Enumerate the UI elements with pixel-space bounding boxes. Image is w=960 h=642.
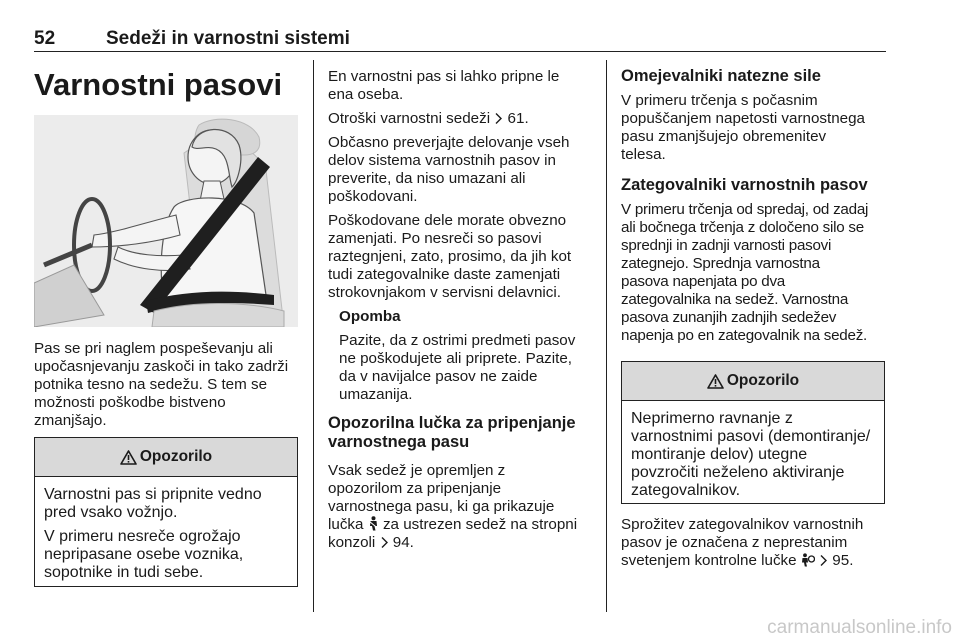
left-column [34,68,302,102]
text-line: upočasnjevanju zaskoči in tako zadrži [34,358,289,375]
left-intro [34,340,302,436]
text-line: Pas se pri naglem pospeševanju ali [34,340,273,357]
text-line: tudi zategovalnike daste zamenjati [328,266,561,283]
text-line: montiranje delov) utegne [631,446,808,463]
text-line: sprednji in zadnji varnosti pasovi [621,237,832,254]
text-line: Neprimerno ravnanje z [631,410,793,427]
page-reference[interactable]: 95. [832,552,854,569]
airbag-pretensioner-icon [801,553,815,567]
note-title: Opomba [339,308,401,325]
text-line: V primeru trčenja s počasnim [621,92,818,109]
warning-body [35,477,297,592]
subheading-pretensioners: Zategovalniki varnostnih pasov [621,176,868,194]
text-line: telesa. [621,146,666,163]
text-line: popuščanjem napetosti varnostnega [621,110,866,127]
paragraph [621,92,893,164]
text-line: Otroški varnostni sedeži [328,110,491,127]
text-line: lučka [328,516,364,533]
warning-triangle-icon [707,374,724,389]
warning-paragraph [44,528,288,582]
text-line: pasov je označena z neprestanim [621,534,848,551]
text-line: umazanija. [339,386,413,403]
text-line: varnostnega pasu [328,433,470,451]
intro-paragraph [34,340,302,430]
seatbelt-reminder-icon [368,516,379,531]
paragraph-reminder [328,462,596,552]
warning-paragraph [44,486,288,522]
text-line: zategnejo. Sprednja varnostna [621,255,820,272]
text-line: Pazite, da z ostrimi predmeti pasov [339,332,576,349]
text-line: Poškodovane dele morate obvezno [328,212,567,229]
warning-box-belts [34,437,298,587]
warning-body [622,401,884,510]
column-divider-1 [313,60,314,612]
page-reference[interactable]: 94. [392,534,414,551]
text-line: ne poškodujete ali priprete. Pazite, [339,350,573,367]
text-line: pred vsako vožnjo. [44,504,178,521]
text-line: ali bočnega trčenja z določeno silo se [621,219,864,236]
text-line: možnosti poškodbe bistveno [34,394,226,411]
footer-watermark: carmanualsonline.info [767,617,952,638]
text-line: nepripasane osebe voznika, [44,546,244,563]
text-line: zategovalnika na sedež. Varnostna [621,291,849,308]
page-reference-icon [494,112,503,125]
warning-header [622,362,884,401]
warning-box-pretensioners [621,361,885,504]
warning-header [35,438,297,477]
text-line: Vsak sedež je opremljen z [328,462,506,479]
paragraph [328,134,596,206]
text-line: Občasno preverjajte delovanje vseh [328,134,570,151]
paragraph [328,68,596,104]
text-line: varnostnimi pasovi (demontiranje/ [631,428,871,445]
warning-title: Opozorilo [726,372,800,389]
warning-triangle-icon [120,450,137,465]
text-line: napenja po en zategovalnik na sedež. [621,327,868,344]
text-line: strokovnjakom v servisni delavnici. [328,284,561,301]
page-reference[interactable]: 61. [507,110,529,127]
text-line: potnika tesno na sedežu. S tem se [34,376,268,393]
text-line: Opozorilna lučka za pripenjanje [328,414,576,432]
text-line: za ustrezen sedež na stropni [382,516,578,533]
text-line: povzročiti neželeno aktiviranje [631,464,845,481]
warning-paragraph [631,410,875,500]
text-line: V primeru trčenja od spredaj, od zadaj [621,201,869,218]
text-line: opozorilom za pripenjanje [328,480,502,497]
middle-column [328,68,596,558]
text-line: ena oseba. [328,86,404,103]
text-line: sopotnike in tudi sebe. [44,564,204,581]
text-line: V primeru nesreče ogrožajo [44,528,241,545]
page-header [34,28,886,50]
text-line: preverite, da niso umazani ali [328,170,526,187]
paragraph [328,212,596,302]
paragraph-child-seats [328,110,596,128]
text-line: pasova zunanjih zadnjih sedežev [621,309,837,326]
page-reference-icon [380,536,389,549]
right-column [621,67,893,351]
text-line: Varnostni pas si pripnite vedno [44,486,262,503]
note-block [328,308,596,404]
section-title: Varnostni pasovi [34,67,283,102]
paragraph-activation [621,516,893,570]
text-line: da v navijalce pasov ne zaide [339,368,538,385]
text-line: zmanjšajo. [34,412,107,429]
text-line: pasu zmanjšujejo obremenitev [621,128,827,145]
running-title: Sedeži in varnostni sistemi [106,28,350,49]
subheading-limiters: Omejevalniki natezne sile [621,67,821,85]
text-line: Sprožitev zategovalnikov varnostnih [621,516,864,533]
text-line: delov sistema varnostnih pasov in [328,152,556,169]
text-line: zamenjati. Po nesreči so pasovi [328,230,542,247]
text-line: poškodovani. [328,188,418,205]
text-line: pasova napenjata po dva [621,273,785,290]
page-reference-icon [819,554,828,567]
header-rule [34,51,886,52]
page-number: 52 [34,28,56,49]
text-line: En varnostni pas si lahko pripne le [328,68,560,85]
right-column-bottom [621,516,893,576]
warning-title: Opozorilo [139,448,213,465]
text-line: raztegnjeni, zato, prosimo, da jih kot [328,248,572,265]
text-line: konzoli [328,534,376,551]
note-text [339,332,596,404]
text-line: zategovalnikov. [631,482,741,499]
column-divider-2 [606,60,607,612]
text-line: varnostnega pasu, ki ga prikazuje [328,498,555,515]
seatbelt-driver-illustration [34,115,298,327]
subheading-reminder [328,414,596,452]
paragraph [621,201,893,345]
text-line: svetenjem kontrolne lučke [621,552,797,569]
